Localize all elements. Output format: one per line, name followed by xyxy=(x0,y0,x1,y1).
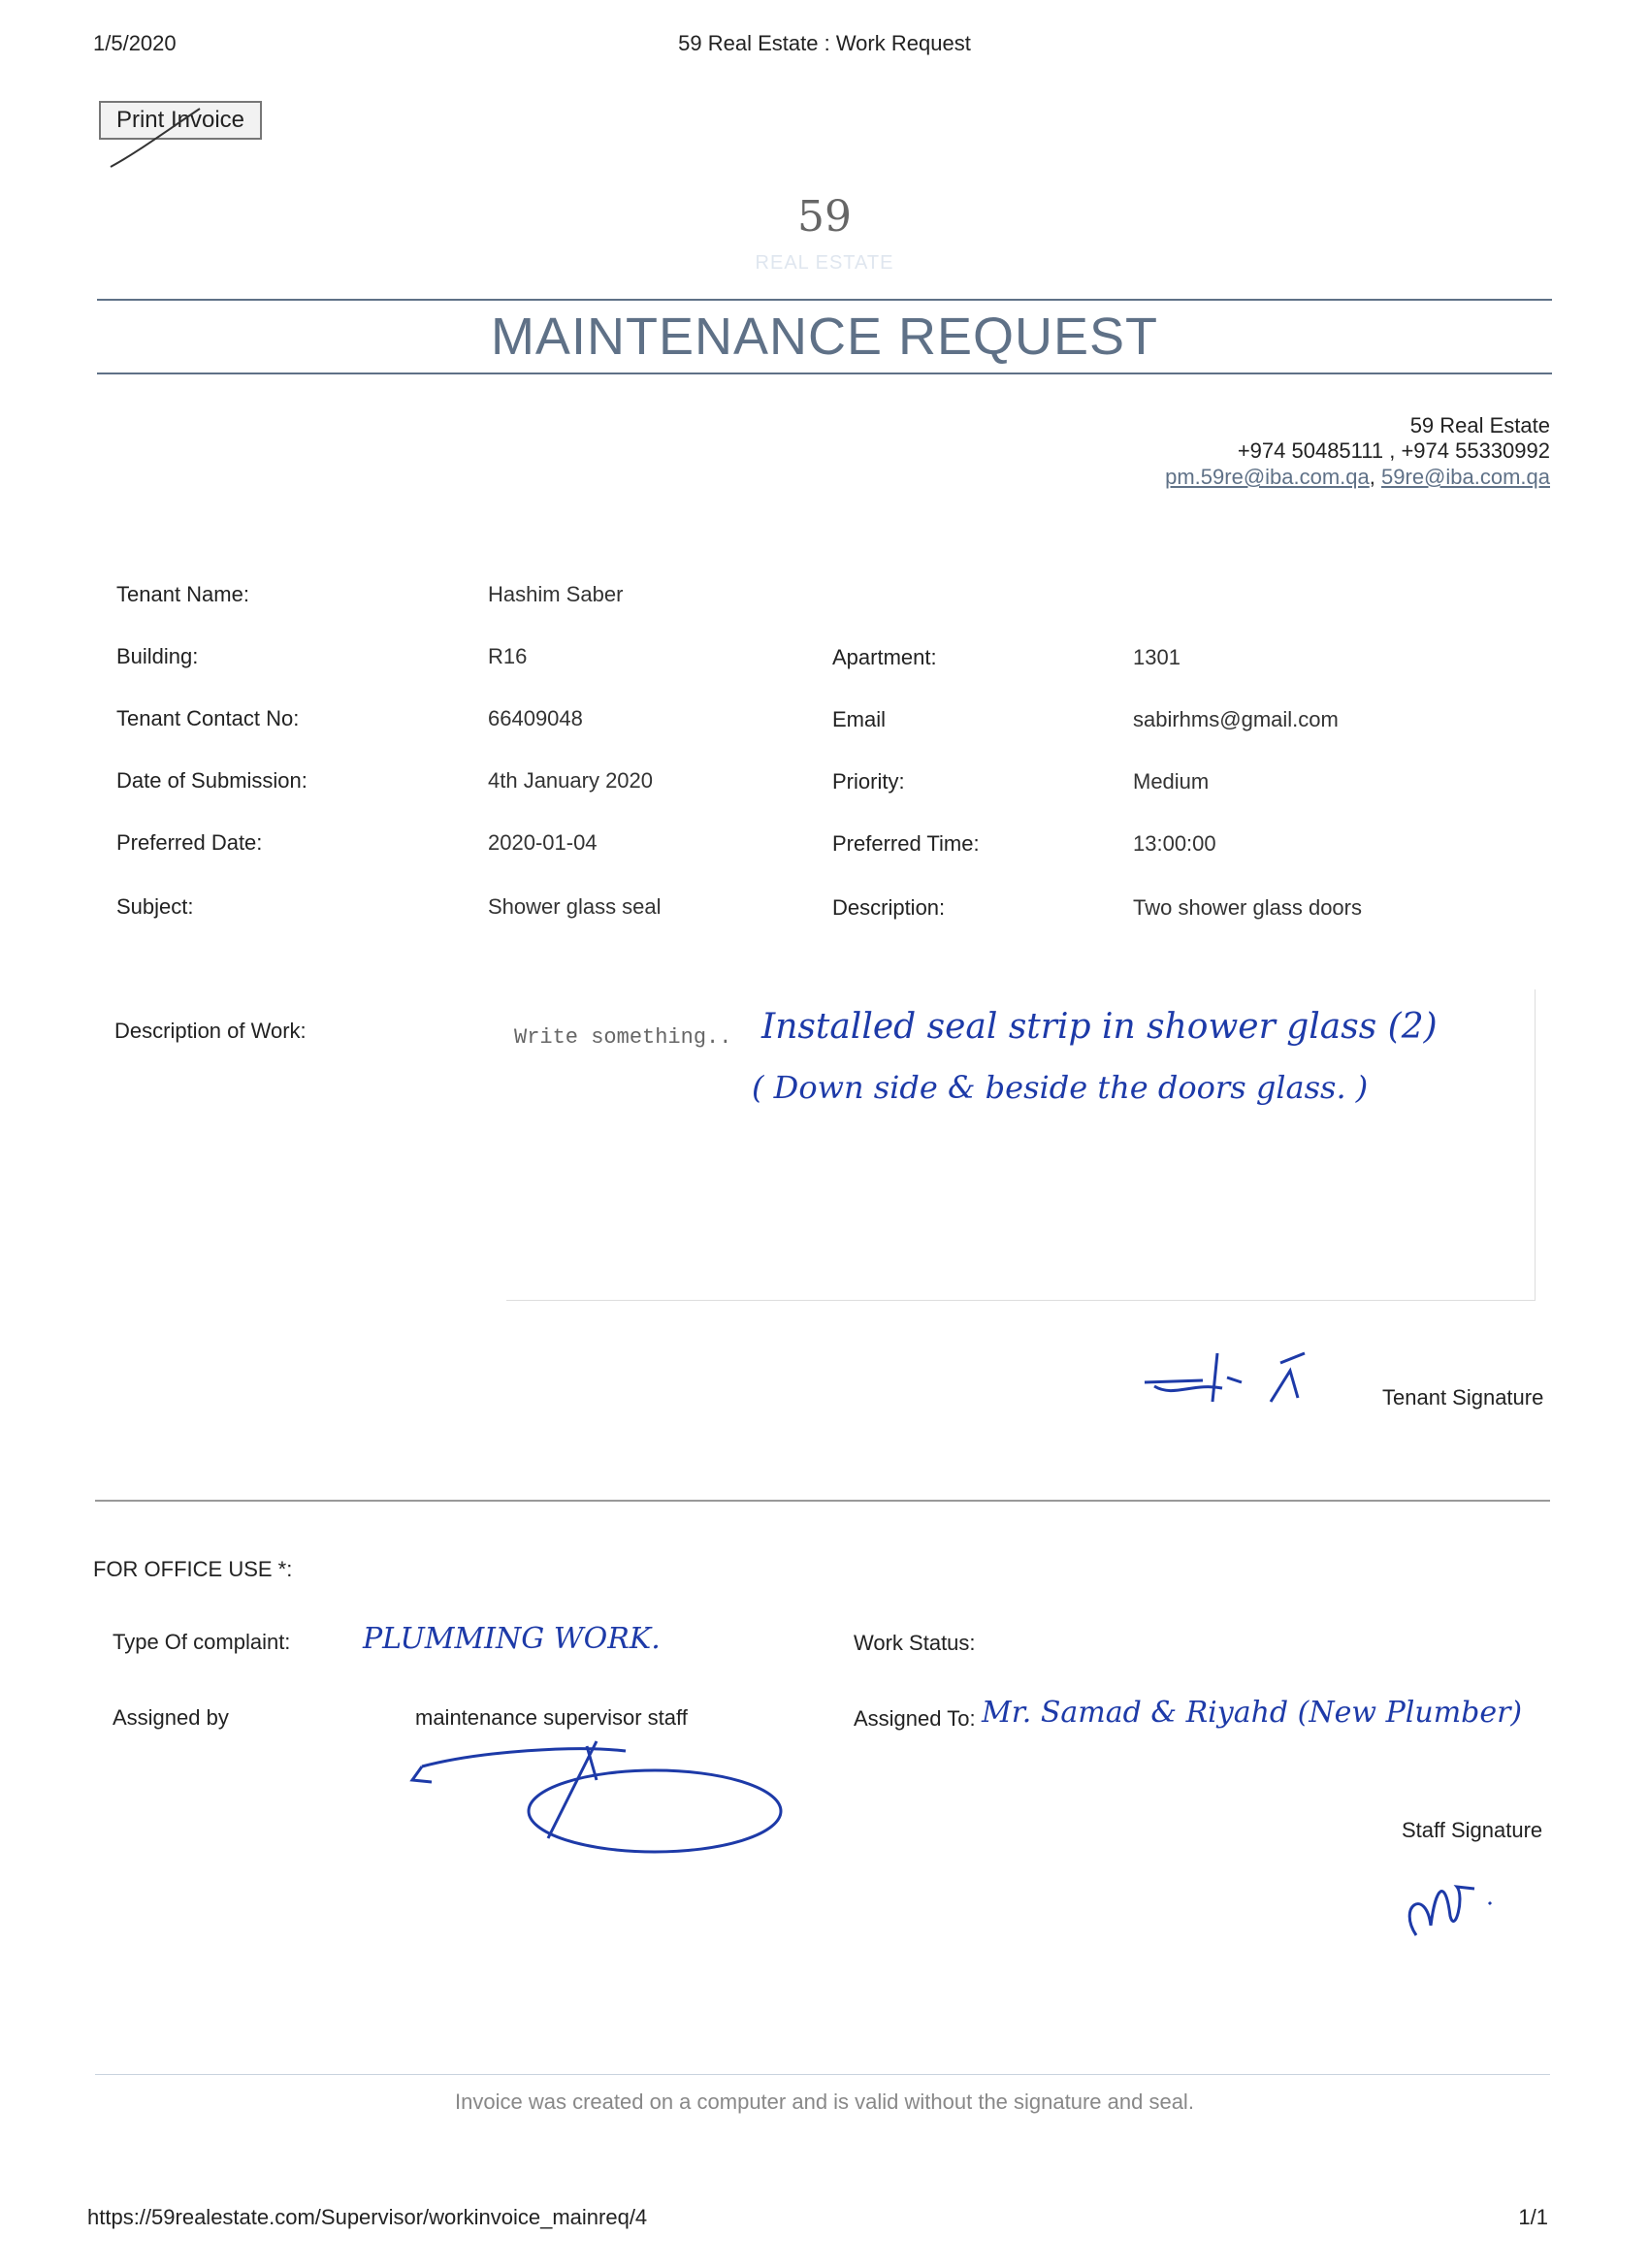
print-invoice-button[interactable]: Print Invoice xyxy=(99,101,262,140)
staff-signature-label: Staff Signature xyxy=(1402,1818,1543,1842)
company-name: 59 Real Estate xyxy=(1409,413,1550,437)
preferred-time-value: 13:00:00 xyxy=(1133,831,1216,856)
building-value: R16 xyxy=(488,644,528,668)
footer-rule xyxy=(95,2074,1550,2075)
print-page-number: 1/1 xyxy=(1518,2205,1548,2229)
page-title: MAINTENANCE REQUEST xyxy=(490,308,1159,366)
logo-subtext: REAL ESTATE xyxy=(755,252,894,274)
complaint-type-handwritten: PLUMMING WORK. xyxy=(363,1622,661,1656)
email-link-2[interactable]: 59re@iba.com.qa xyxy=(1381,465,1550,489)
assigned-to-label: Assigned To: xyxy=(854,1706,976,1731)
tenant-name-value: Hashim Saber xyxy=(488,582,624,606)
title-rule-bottom xyxy=(97,373,1552,374)
complaint-type-label: Type Of complaint: xyxy=(113,1630,291,1654)
print-page-title: 59 Real Estate : Work Request xyxy=(678,31,971,55)
email-separator: , xyxy=(1369,465,1375,489)
print-date: 1/5/2020 xyxy=(93,31,177,55)
company-phones: +974 50485111 , +974 55330992 xyxy=(1237,438,1550,463)
contact-label: Tenant Contact No: xyxy=(116,706,300,730)
tenant-signature-label: Tenant Signature xyxy=(1382,1385,1544,1409)
preferred-date-value: 2020-01-04 xyxy=(488,830,598,855)
assigned-by-label: Assigned by xyxy=(113,1705,229,1730)
description-label: Description: xyxy=(832,895,946,920)
tenant-name-label: Tenant Name: xyxy=(116,582,249,606)
company-emails xyxy=(1165,465,1550,490)
email-link-1[interactable]: pm.59re@iba.com.qa xyxy=(1165,465,1370,489)
office-use-heading: FOR OFFICE USE *: xyxy=(93,1557,293,1581)
office-section-divider xyxy=(95,1500,1550,1502)
print-url: https://59realestate.com/Supervisor/workinvoice_mainreq/4 xyxy=(87,2205,648,2229)
title-rule-top xyxy=(97,299,1552,301)
subject-label: Subject: xyxy=(116,894,194,919)
email-value: sabirhms@gmail.com xyxy=(1133,707,1339,731)
apartment-label: Apartment: xyxy=(832,645,937,669)
apartment-value: 1301 xyxy=(1133,645,1180,669)
supervisor-signature-mark xyxy=(403,1722,791,1858)
tenant-signature-mark xyxy=(1135,1344,1348,1421)
priority-label: Priority: xyxy=(832,769,905,794)
work-status-label: Work Status: xyxy=(854,1631,976,1655)
handwritten-work-line-2: ( Down side & beside the doors glass. ) xyxy=(752,1069,1369,1106)
priority-value: Medium xyxy=(1133,769,1210,794)
logo-mark: 59 xyxy=(797,192,852,242)
contact-value: 66409048 xyxy=(488,706,583,730)
staff-signature-mark xyxy=(1397,1867,1513,1945)
pen-scribble-mark xyxy=(107,105,204,173)
building-label: Building: xyxy=(116,644,199,668)
preferred-date-label: Preferred Date: xyxy=(116,830,263,855)
assigned-to-handwritten: Mr. Samad & Riyahd (New Plumber) xyxy=(982,1696,1523,1730)
submission-date-value: 4th January 2020 xyxy=(488,768,654,793)
subject-value: Shower glass seal xyxy=(488,894,662,919)
work-description-placeholder: Write something.. xyxy=(514,1025,732,1050)
submission-date-label: Date of Submission: xyxy=(116,768,307,793)
work-description-label: Description of Work: xyxy=(114,1019,307,1043)
assigned-by-value: maintenance supervisor staff xyxy=(415,1705,688,1730)
footer-note: Invoice was created on a computer and is valid without the signature and seal. xyxy=(455,2090,1194,2114)
preferred-time-label: Preferred Time: xyxy=(832,831,980,856)
description-value: Two shower glass doors xyxy=(1133,895,1362,920)
email-label: Email xyxy=(832,707,887,731)
handwritten-work-line-1: Installed seal strip in shower glass (2) xyxy=(761,1007,1438,1047)
